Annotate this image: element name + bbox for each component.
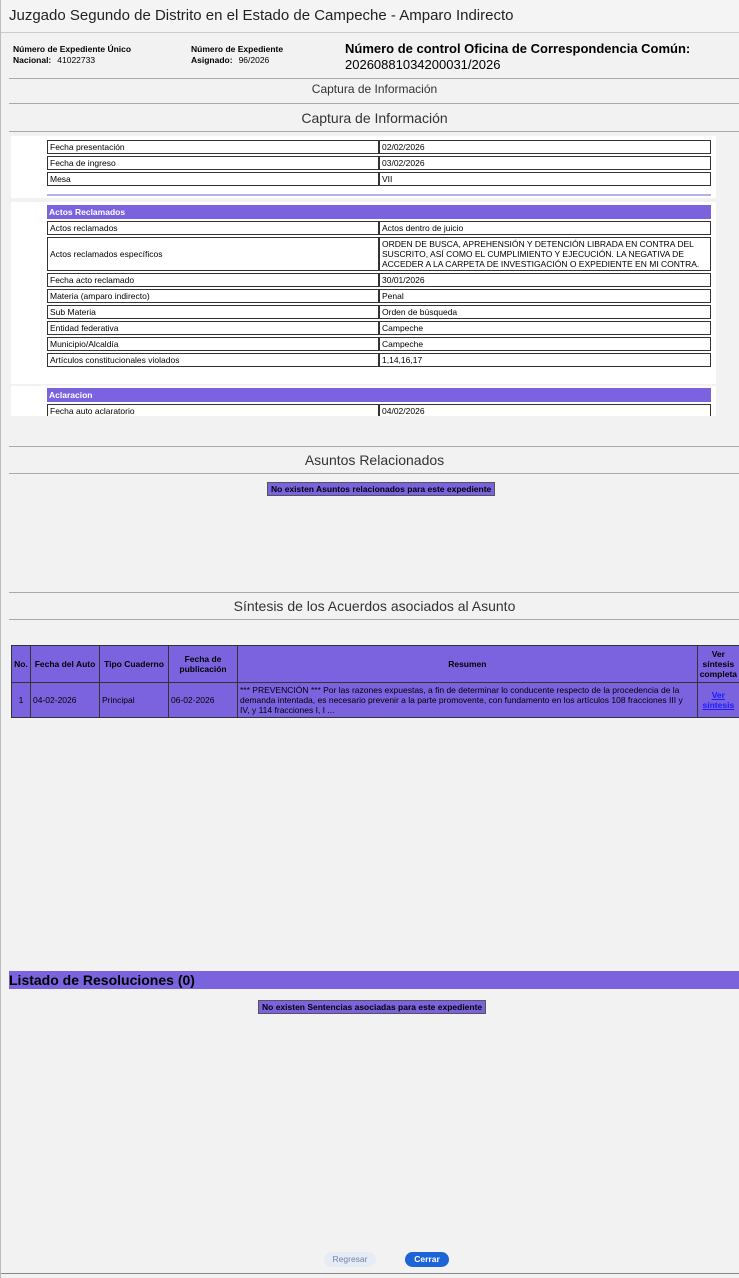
expediente-unico-label-2: Nacional: [13, 55, 52, 65]
expediente-asignado-label: Número de Expediente [191, 44, 284, 54]
actos-header: Actos Reclamados [47, 205, 711, 219]
panel-divider [47, 194, 711, 196]
field-label: Actos reclamados [47, 221, 379, 235]
table-row [47, 156, 711, 170]
resoluciones-title: Listado de Resoluciones (0) [9, 971, 739, 989]
actos-table [47, 219, 711, 369]
field-label: Materia (amparo indirecto) [47, 289, 379, 303]
field-value: VII [379, 172, 711, 186]
asuntos-title: Asuntos Relacionados [304, 452, 445, 468]
table-row [47, 289, 711, 303]
field-value: 02/02/2026 [379, 140, 711, 154]
asuntos-empty-notice: No existen Asuntos relacionados para este expediente [267, 482, 495, 496]
table-row [47, 140, 711, 154]
table-row [47, 404, 711, 416]
col-tipo-cuaderno: Tipo Cuaderno [100, 646, 169, 683]
regresar-button[interactable]: Regresar [324, 1252, 376, 1267]
col-fecha-publicacion: Fecha de publicación [169, 646, 238, 683]
divider [9, 78, 739, 79]
divider [9, 446, 739, 447]
control-number-label: Número de control Oficina de Correspondencia Común: [345, 41, 691, 56]
field-label: Fecha acto reclamado [47, 273, 379, 287]
divider [9, 103, 739, 104]
captura-small-title: Captura de Información [311, 82, 438, 96]
cell-fecha-auto: 04-02-2026 [31, 683, 100, 718]
actos-panel [11, 202, 716, 384]
expediente-unico [13, 44, 131, 66]
captura-title: Captura de Información [301, 110, 448, 126]
field-value: Actos dentro de juicio [379, 221, 711, 235]
bottom-divider [1, 1273, 739, 1274]
ver-sintesis-link[interactable]: Ver síntesis [702, 690, 735, 710]
field-value: Orden de búsqueda [379, 305, 711, 319]
col-no: No. [12, 646, 31, 683]
table-row [47, 273, 711, 287]
table-row [47, 353, 711, 367]
divider [9, 592, 739, 593]
table-row [47, 321, 711, 335]
captura-table [47, 138, 711, 188]
field-label: Fecha presentación [47, 140, 379, 154]
field-value: 30/01/2026 [379, 273, 711, 287]
table-row [47, 337, 711, 351]
table-row [12, 683, 739, 718]
field-value: Campeche [379, 321, 711, 335]
aclaracion-panel [11, 386, 716, 416]
field-label: Fecha auto aclaratorio [47, 404, 379, 416]
control-number-value: 20260881034200031/2026 [345, 57, 501, 72]
captura-panel [11, 136, 716, 198]
field-value: Penal [379, 289, 711, 303]
acuerdos-header-row [12, 646, 739, 683]
table-row [47, 172, 711, 186]
field-value: Campeche [379, 337, 711, 351]
field-value: ORDEN DE BUSCA, APREHENSIÓN Y DETENCIÓN LIBRADA EN CONTRA DEL SUSCRITO, ASÍ COMO EL CUMPLIMIENTO Y EJECUCIÓN. LA NEGATIVA DE ACCEDER A LA CARPETA DE INVESTIGACIÓN O EXPEDIENTE EN MI CONTRA. [379, 237, 711, 271]
cell-resumen: *** PREVENCIÓN *** Por las razones expuestas, a fin de determinar lo conducente respecto de la procedencia de la demanda intentada, es necesario prevenir a la parte promovente, con fundamento en los artículos 108 fracciones III y IV, y 114 fracciones I, I ... [238, 683, 698, 718]
field-label: Sub Materia [47, 305, 379, 319]
aclaracion-table [47, 402, 711, 416]
expediente-asignado-label-2: Asignado: [191, 55, 233, 65]
field-value: 03/02/2026 [379, 156, 711, 170]
field-label: Municipio/Alcaldía [47, 337, 379, 351]
table-row [47, 305, 711, 319]
divider [9, 619, 739, 620]
field-value: 04/02/2026 [379, 404, 711, 416]
cell-ver [697, 683, 739, 718]
table-row [47, 221, 711, 235]
table-row [47, 237, 711, 271]
resoluciones-empty-notice: No existen Sentencias asociadas para este expediente [258, 1000, 486, 1014]
cerrar-button[interactable]: Cerrar [405, 1252, 449, 1267]
sintesis-title: Síntesis de los Acuerdos asociados al Asunto [233, 598, 516, 614]
control-number [345, 41, 690, 73]
field-value: 1,14,16,17 [379, 353, 711, 367]
cell-no: 1 [12, 683, 31, 718]
expediente-unico-label: Número de Expediente Único [13, 44, 132, 54]
field-label: Entidad federativa [47, 321, 379, 335]
col-resumen: Resumen [238, 646, 698, 683]
field-label: Artículos constitucionales violados [47, 353, 379, 367]
field-label: Actos reclamados específicos [47, 237, 379, 271]
page-title: Juzgado Segundo de Distrito en el Estado de Campeche - Amparo Indirecto [1, 0, 739, 33]
divider [9, 473, 739, 474]
field-label: Fecha de ingreso [47, 156, 379, 170]
cell-tipo: Principal [100, 683, 169, 718]
cell-fecha-pub: 06-02-2026 [169, 683, 238, 718]
col-fecha-auto: Fecha del Auto [31, 646, 100, 683]
expediente-asignado-value: 96/2026 [238, 55, 270, 65]
field-label: Mesa [47, 172, 379, 186]
aclaracion-header: Aclaracion [47, 388, 711, 402]
expediente-unico-value: 41022733 [57, 55, 96, 65]
acuerdos-table [11, 645, 739, 718]
divider [9, 131, 739, 132]
col-ver-sintesis: Ver síntesis completa [697, 646, 739, 683]
expediente-asignado [191, 44, 283, 66]
